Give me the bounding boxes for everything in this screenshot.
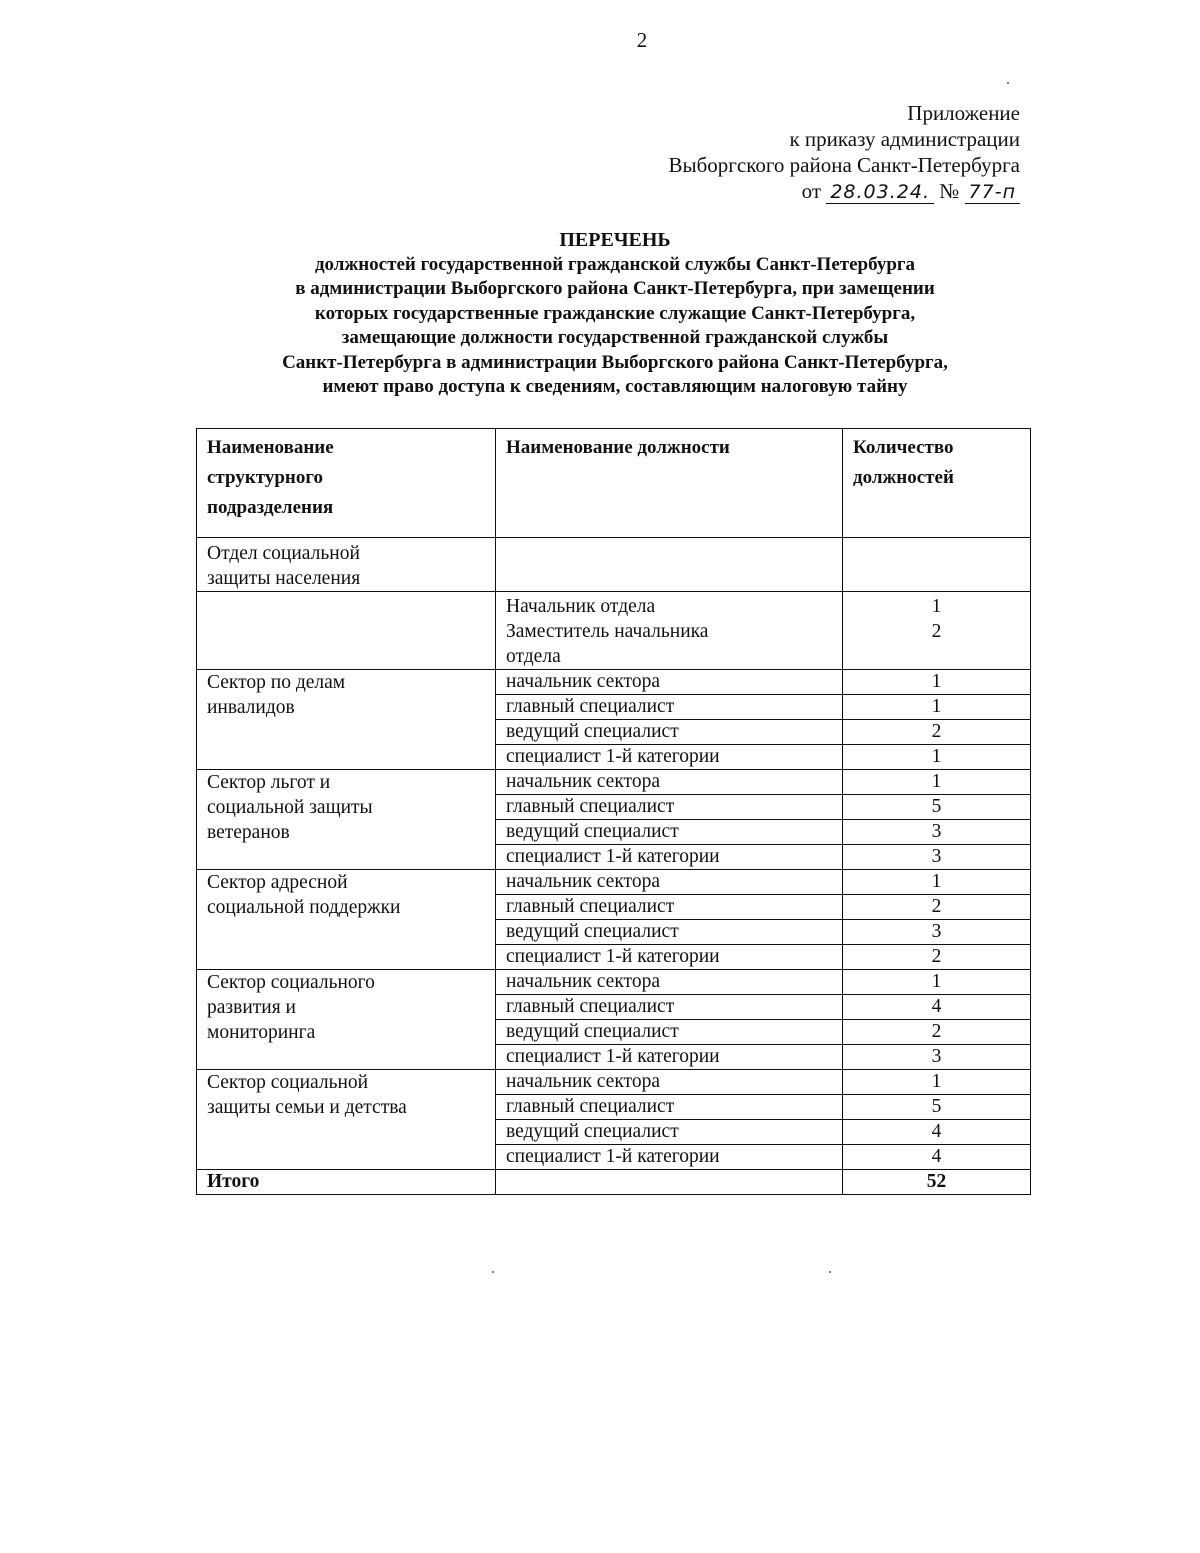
table-row	[197, 970, 1031, 995]
subtitle-line: которых государственные гражданские служащие Санкт-Петербурга,	[314, 302, 916, 324]
department-positions-row	[197, 592, 1031, 670]
scan-speck	[492, 1271, 494, 1273]
sector-name: социальной защиты	[207, 797, 373, 818]
header-text: должностей	[853, 467, 954, 488]
header-text: структурного	[207, 467, 324, 488]
table-header-row	[197, 429, 1031, 538]
position-name: начальник сектора	[496, 770, 843, 795]
subtitle-line: замещающие должности государственной гражданской службы	[341, 327, 889, 348]
sector-name: Сектор адресной	[207, 872, 348, 893]
position-count: 1	[843, 745, 1031, 770]
sector-name: Сектор по делам	[207, 672, 346, 693]
table-row	[197, 770, 1031, 795]
scan-speck	[829, 1271, 831, 1273]
position-name: ведущий специалист	[496, 920, 843, 945]
total-value: 52	[843, 1170, 1031, 1195]
position-count: 1	[843, 670, 1031, 695]
total-label: Итого	[197, 1170, 496, 1195]
sector-name: развития и	[207, 997, 296, 1018]
position-name: ведущий специалист	[496, 720, 843, 745]
empty-cell	[197, 592, 496, 670]
sector-name: социальной поддержки	[207, 897, 401, 918]
position-count: 2	[843, 895, 1031, 920]
department-name-cell	[197, 538, 496, 592]
position-count: 1	[843, 870, 1031, 895]
scan-speck	[1007, 82, 1009, 84]
position-name: специалист 1-й категории	[496, 845, 843, 870]
sector-name: Сектор социального	[207, 972, 375, 993]
page-number: 2	[636, 28, 648, 52]
number-prefix: №	[939, 179, 960, 203]
position-count: 1	[931, 596, 942, 617]
position-name: ведущий специалист	[496, 820, 843, 845]
sector-name: мониторинга	[207, 1022, 316, 1043]
position-count: 5	[843, 1095, 1031, 1120]
position-count: 4	[843, 1120, 1031, 1145]
position-name: начальник сектора	[496, 870, 843, 895]
appendix-line-3: Выборгского района Санкт-Петербурга	[668, 153, 1020, 177]
order-date: 28.03.24.	[826, 181, 934, 204]
position-name: ведущий специалист	[496, 1120, 843, 1145]
position-count: 1	[843, 695, 1031, 720]
position-name: специалист 1-й категории	[496, 745, 843, 770]
position-count: 3	[843, 1045, 1031, 1070]
sector-name: инвалидов	[207, 697, 295, 718]
position-name: начальник сектора	[496, 1070, 843, 1095]
table-row	[197, 1070, 1031, 1095]
empty-cell	[496, 1170, 843, 1195]
position-name: специалист 1-й категории	[496, 1045, 843, 1070]
table-row	[197, 670, 1031, 695]
position-count: 1	[843, 1070, 1031, 1095]
position-name: главный специалист	[496, 895, 843, 920]
department-counts-cell	[843, 592, 1031, 670]
position-count: 3	[843, 820, 1031, 845]
empty-cell	[496, 538, 843, 592]
sector-name-cell	[197, 970, 496, 1070]
position-name: главный специалист	[496, 695, 843, 720]
table-row	[197, 870, 1031, 895]
department-name: Отдел социальной	[207, 543, 360, 564]
appendix-line-1: Приложение	[907, 101, 1020, 125]
position-count: 2	[843, 945, 1031, 970]
position-name: специалист 1-й категории	[496, 945, 843, 970]
sector-name-cell	[197, 770, 496, 870]
department-name: защиты населения	[207, 568, 361, 589]
position-name: Заместитель начальника	[506, 621, 709, 642]
subtitle-line: должностей государственной гражданской службы Санкт-Петербурга	[314, 253, 916, 275]
header-position	[496, 429, 843, 538]
subtitle-line: в администрации Выборгского района Санкт-Петербурга, при замещении	[295, 278, 935, 299]
position-name: начальник сектора	[496, 670, 843, 695]
header-text: Количество	[853, 437, 954, 458]
position-count: 4	[843, 1145, 1031, 1170]
sector-name: Сектор льгот и	[207, 772, 331, 793]
position-name: отдела	[506, 646, 561, 667]
position-count: 3	[843, 845, 1031, 870]
position-count: 2	[843, 720, 1031, 745]
sector-name: защиты семьи и детства	[207, 1097, 407, 1118]
department-positions-cell	[496, 592, 843, 670]
sector-name: ветеранов	[207, 822, 290, 843]
appendix-line-2: к приказу администрации	[789, 127, 1020, 151]
subtitle-line: имеют право доступа к сведениям, составляющим налоговую тайну	[322, 376, 908, 397]
header-text: подразделения	[207, 497, 334, 518]
document-title: ПЕРЕЧЕНЬ	[559, 229, 671, 251]
document-heading	[200, 228, 1030, 400]
position-name: ведущий специалист	[496, 1020, 843, 1045]
position-name: начальник сектора	[496, 970, 843, 995]
sector-name-cell	[197, 670, 496, 770]
position-count: 3	[843, 920, 1031, 945]
sector-name-cell	[197, 1070, 496, 1170]
position-name: Начальник отдела	[506, 596, 656, 617]
header-count	[843, 429, 1031, 538]
header-text: Наименование должности	[506, 437, 730, 458]
position-count: 5	[843, 795, 1031, 820]
position-count: 2	[843, 1020, 1031, 1045]
position-count: 1	[843, 770, 1031, 795]
department-row	[197, 538, 1031, 592]
header-department	[197, 429, 496, 538]
sector-name-cell	[197, 870, 496, 970]
position-name: главный специалист	[496, 1095, 843, 1120]
appendix-block	[668, 100, 1020, 204]
positions-table	[196, 428, 1031, 1195]
sector-name: Сектор социальной	[207, 1072, 369, 1093]
position-count: 1	[843, 970, 1031, 995]
header-text: Наименование	[207, 437, 334, 458]
order-number: 77-п	[965, 181, 1020, 204]
subtitle-line: Санкт-Петербурга в администрации Выборгского района Санкт-Петербурга,	[282, 351, 948, 373]
position-name: главный специалист	[496, 795, 843, 820]
appendix-date-line	[668, 178, 1020, 204]
position-name: специалист 1-й категории	[496, 1145, 843, 1170]
date-prefix: от	[801, 179, 822, 203]
position-name: главный специалист	[496, 995, 843, 1020]
empty-cell	[843, 538, 1031, 592]
total-row	[197, 1170, 1031, 1195]
position-count: 2	[931, 621, 942, 642]
position-count: 4	[843, 995, 1031, 1020]
